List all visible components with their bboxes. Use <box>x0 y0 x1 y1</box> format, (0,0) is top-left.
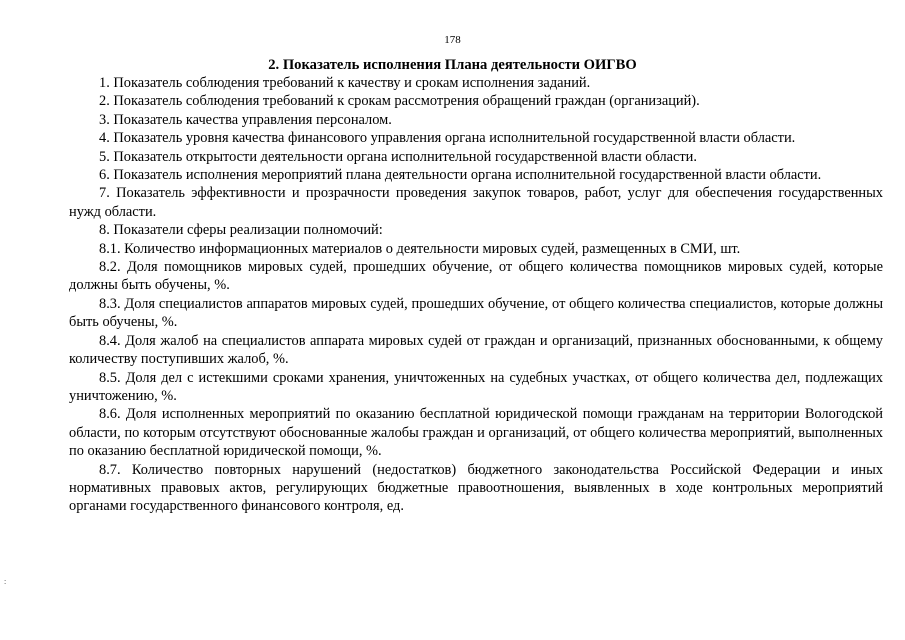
paragraph-item-8-1: 8.1. Количество информационных материалов о деятельности мировых судей, размещенных в СМИ, шт. <box>99 240 741 257</box>
paragraph-item-8-2: 8.2. Доля помощников мировых судей, прошедших обучение, от общего количества помощников мировых судей, которые должны быть обучены, %. <box>69 259 883 294</box>
paragraph-item-8-7: 8.7. Количество повторных нарушений (недостатков) бюджетного законодательства Российской Федерации и иных нормативных правовых актов, регулирующих бюджетные правоотношения, выявленных в ходе контрольных мероприятий органами государственного финансового контроля, ед. <box>69 461 883 515</box>
paragraph-item-5: 5. Показатель открытости деятельности органа исполнительной государственной власти области. <box>99 148 697 165</box>
scan-margin-marks: : <box>4 577 7 586</box>
paragraph-item-4: 4. Показатель уровня качества финансового управления органа исполнительной государственной власти области. <box>99 130 796 147</box>
paragraph-item-8-4: 8.4. Доля жалоб на специалистов аппарата мировых судей от граждан и организаций, признанных обоснованными, к общему количеству поступивших жалоб, %. <box>69 332 883 368</box>
section-body <box>69 74 883 516</box>
page-number: 178 <box>444 34 461 46</box>
paragraph-item-8-5: 8.5. Доля дел с истекшими сроками хранения, уничтоженных на судебных участках, от общего количества дел, подлежащих уничтожению, %. <box>69 369 883 404</box>
paragraph-item-8-3: 8.3. Доля специалистов аппаратов мировых судей, прошедших обучение, от общего количества специалистов, которые должны быть обучены, %. <box>69 295 883 331</box>
paragraph-item-8: 8. Показатели сферы реализации полномочий: <box>99 222 383 239</box>
paragraph-item-8-6: 8.6. Доля исполненных мероприятий по оказанию бесплатной юридической помощи гражданам на территории Вологодской области, по которым отсутствуют обоснованные жалобы граждан и организаций, от общего количества мероприятий, выполненных по оказанию бесплатной юридической помощи, %. <box>69 406 883 460</box>
paragraph-item-3: 3. Показатель качества управления персоналом. <box>99 111 392 128</box>
section-heading: 2. Показатель исполнения Плана деятельности ОИГВО <box>268 57 637 73</box>
paragraph-item-1: 1. Показатель соблюдения требований к качеству и срокам исполнения заданий. <box>99 75 591 91</box>
paragraph-item-6: 6. Показатель исполнения мероприятий плана деятельности органа исполнительной государственной власти области. <box>99 167 822 184</box>
paragraph-item-2: 2. Показатель соблюдения требований к срокам рассмотрения обращений граждан (организаций). <box>99 93 700 110</box>
paragraph-item-7: 7. Показатель эффективности и прозрачности проведения закупок товаров, работ, услуг для обеспечения государственных нужд области. <box>69 185 883 220</box>
